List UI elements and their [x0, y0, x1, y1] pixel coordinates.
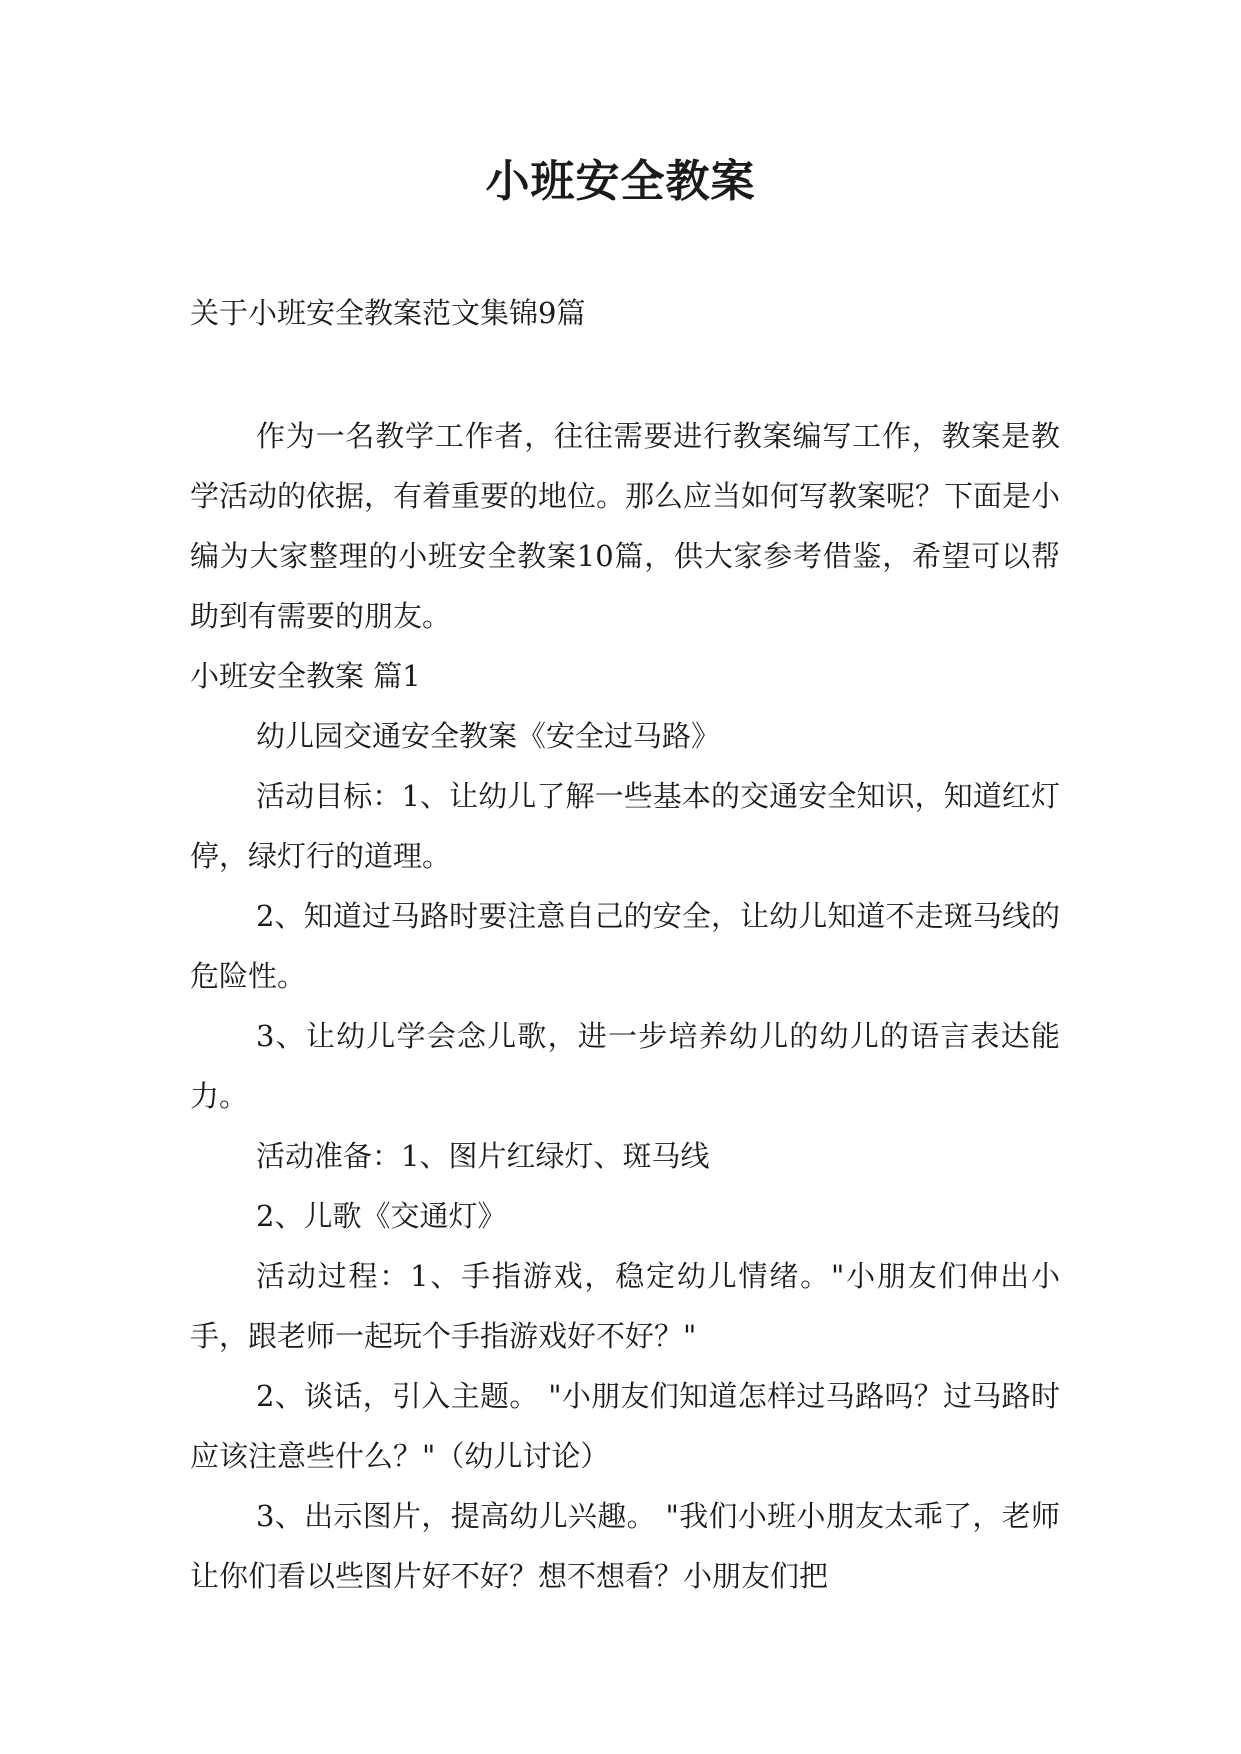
document-body [190, 406, 1060, 1606]
body-paragraph: 2、知道过马路时要注意自己的安全，让幼儿知道不走斑马线的危险性。 [190, 899, 1060, 993]
lesson-title: 幼儿园交通安全教案《安全过马路》 [256, 719, 721, 753]
body-paragraph: 活动准备：1、图片红绿灯、斑马线 [256, 1139, 710, 1173]
body-paragraph: 3、出示图片，提高幼儿兴趣。 "我们小班小朋友太乖了，老师让你们看以些图片好不好？想不想看？小朋友们把 [190, 1499, 1060, 1593]
body-paragraph: 3、让幼儿学会念儿歌，进一步培养幼儿的幼儿的语言表达能力。 [190, 1019, 1060, 1113]
body-paragraph: 2、儿歌《交通灯》 [256, 1199, 507, 1233]
section-heading: 小班安全教案 篇1 [190, 659, 421, 693]
page-title: 小班安全教案 [485, 156, 756, 207]
intro-paragraph: 作为一名教学工作者，往往需要进行教案编写工作，教案是教学活动的依据，有着重要的地位。那么应当如何写教案呢？下面是小编为大家整理的小班安全教案10篇，供大家参考借鉴，希望可以帮助到有需要的朋友。 [190, 419, 1061, 633]
body-paragraph: 2、谈话，引入主题。 "小朋友们知道怎样过马路吗？过马路时应该注意些什么？"（幼儿讨论） [190, 1379, 1060, 1473]
body-paragraph: 活动目标：1、让幼儿了解一些基本的交通安全知识，知道红灯停，绿灯行的道理。 [190, 779, 1060, 873]
body-paragraph: 活动过程：1、手指游戏，稳定幼儿情绪。"小朋友们伸出小手，跟老师一起玩个手指游戏好不好？" [190, 1259, 1060, 1353]
document-subtitle: 关于小班安全教案范文集锦9篇 [190, 296, 586, 330]
